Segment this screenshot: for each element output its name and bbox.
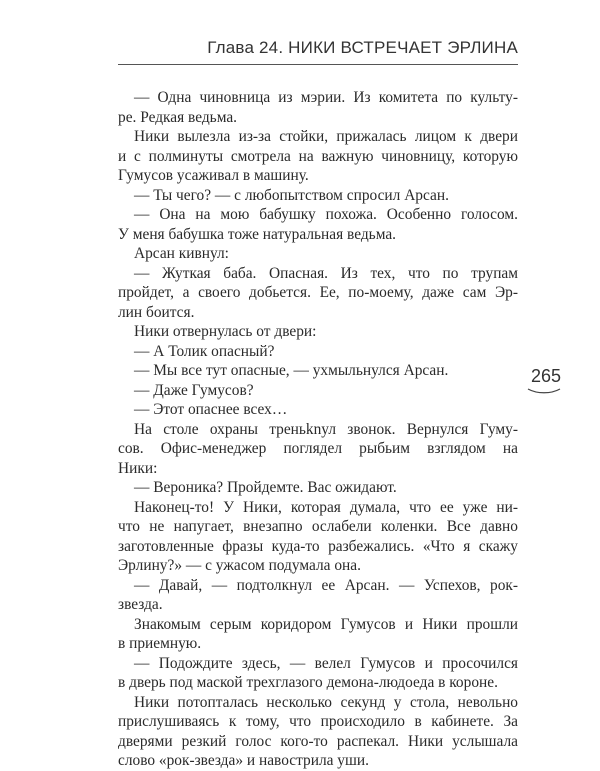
text-line: Наконец-то! У Ники, которая думала, что ее уже ни- <box>134 498 518 516</box>
text-line: Ники вылезла из-за стойки, прижалась лицом к двери <box>134 128 518 145</box>
body-text <box>118 88 518 771</box>
text-line: прислушиваясь к тому, что происходило в кабинете. За <box>118 713 518 730</box>
text-line: что не напугает, внезапно ослабели коленки. Все давно <box>118 518 518 535</box>
text-line: Знакомым серым коридором Гумусов и Ники прошли <box>134 615 518 633</box>
page-number-ornament <box>527 387 561 395</box>
text-line: ре. Редкая ведьма. <box>118 108 238 126</box>
text-line: У меня бабушка тоже натуральная ведьма. <box>118 225 397 243</box>
text-line: Арсан кивнул: <box>134 245 229 262</box>
header-rule <box>118 64 518 65</box>
text-line: Ники отвернулась от двери: <box>134 323 317 340</box>
text-line: — Подождите здесь, — велел Гумусов и просочился <box>134 654 518 672</box>
text-line: На столе охраны треньknул звонок. Вернулся Гуму- <box>134 420 518 438</box>
text-line: пройдет, а своего добьется. Ее, по-моему, даже сам Эр- <box>118 284 518 301</box>
text-line: — Жуткая баба. Опасная. Из тех, что по трупам <box>134 264 518 282</box>
text-line: и с полминуты смотрела на важную чиновницу, которую <box>118 147 518 165</box>
text-line: — Она на мою бабушку похожа. Особенно голосом. <box>134 206 518 223</box>
text-line: Ники потопталась несколько секунд у стола, невольно <box>134 693 518 711</box>
text-line: Гумусов усаживал в машину. <box>118 167 309 184</box>
running-header: Глава 24. НИКИ ВСТРЕЧАЕТ ЭРЛИНА <box>207 38 518 57</box>
text-line: Ники: <box>118 459 158 477</box>
text-line: слово «рок-звезда» и навострила уши. <box>118 752 369 769</box>
text-line: — А Толик опасный? <box>134 342 275 360</box>
text-line: — Ты чего? — с любопытством спросил Арсан. <box>134 186 449 204</box>
text-line: — Даже Гумусов? <box>134 381 254 399</box>
text-line: сов. Офис-менеджер поглядел рыбьим взглядом на <box>118 440 518 457</box>
text-line: дверями резкий голос кого-то распекал. Ники услышала <box>118 732 518 750</box>
text-line: — Вероника? Пройдемте. Вас ожидают. <box>134 479 397 496</box>
text-line: заготовленные фразы куда-то разбежались. «Что я скажу <box>118 537 518 555</box>
text-line: в приемную. <box>118 635 202 652</box>
page-number: 265 <box>531 366 562 386</box>
text-line: — Одна чиновница из мэрии. Из комитета по культу- <box>134 89 518 106</box>
text-line: — Давай, — подтолкнул ее Арсан. — Успехов, рок- <box>134 576 518 594</box>
text-line: звезда. <box>118 596 163 613</box>
text-line: — Этот опаснее всех… <box>134 401 288 418</box>
text-line: лин боится. <box>118 303 195 321</box>
text-line: в дверь под маской трехглазого демона-людоеда в короне. <box>118 674 498 691</box>
text-line: — Мы все тут опасные, — ухмыльнулся Арсан. <box>134 362 449 379</box>
text-line: Эрлину?» — с ужасом подумала она. <box>118 557 361 574</box>
